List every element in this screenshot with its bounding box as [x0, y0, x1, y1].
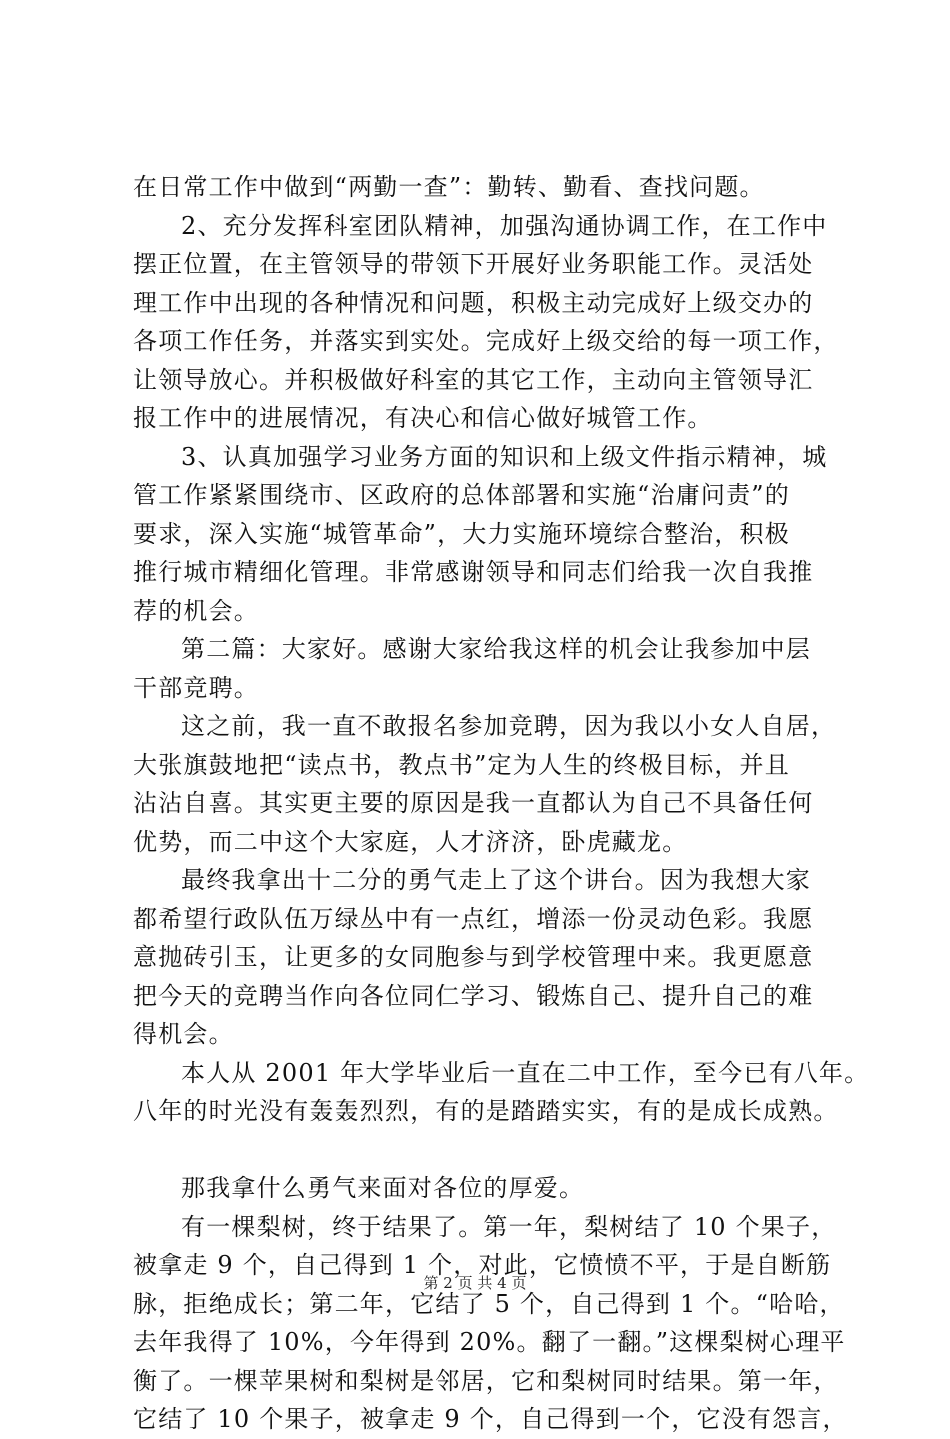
- text-line: 各项工作任务，并落实到实处。完成好上级交给的每一项工作，: [133, 327, 839, 355]
- text-line: 3、认真加强学习业务方面的知识和上级文件指示精神，城: [181, 442, 828, 471]
- text-line: 沾沾自喜。其实更主要的原因是我一直都认为自己不具备任何: [133, 789, 814, 817]
- text-line: 它结了 10 个果子，被拿走 9 个，自己得到一个，它没有怨言，: [133, 1405, 848, 1433]
- text-line: 这之前，我一直不敢报名参加竞聘，因为我以小女人自居，: [181, 712, 837, 740]
- text-line: 意抛砖引玉，让更多的女同胞参与到学校管理中来。我更愿意: [133, 943, 814, 971]
- text-line: 在日常工作中做到“两勤一查”：勤转、勤看、查找问题。: [133, 173, 765, 201]
- text-line: 脉，拒绝成长；第二年，它结了 5 个，自己得到 1 个。“哈哈，: [133, 1289, 845, 1318]
- text-line: 被拿走 9 个，自己得到 1 个，对此，它愤愤不平，于是自断筋: [133, 1251, 832, 1279]
- text-line: 八年的时光没有轰轰烈烈，有的是踏踏实实，有的是成长成熟。: [133, 1097, 839, 1125]
- text-line: 推行城市精细化管理。非常感谢领导和同志们给我一次自我推: [133, 558, 814, 586]
- text-line: 摆正位置，在主管领导的带领下开展好业务职能工作。灵活处: [133, 250, 814, 278]
- text-line: 优势，而二中这个大家庭，人才济济，卧虎藏龙。: [133, 827, 688, 856]
- text-line: 理工作中出现的各种情况和问题，积极主动完成好上级交办的: [133, 288, 814, 317]
- text-line: 第二篇：大家好。感谢大家给我这样的机会让我参加中层: [181, 635, 811, 663]
- text-line: 管工作紧紧围绕市、区政府的总体部署和实施“治庸问责”的: [133, 481, 790, 509]
- text-line: 让领导放心。并积极做好科室的其它工作，主动向主管领导汇: [133, 365, 814, 394]
- text-line: 报工作中的进展情况，有决心和信心做好城管工作。: [133, 404, 713, 432]
- text-line: 得机会。: [133, 1020, 234, 1048]
- text-line: 荐的机会。: [133, 596, 259, 625]
- text-line: 要求，深入实施“城管革命”，大力实施环境综合整治，积极: [133, 519, 790, 548]
- text-line: 大张旗鼓地把“读点书，教点书”定为人生的终极目标，并且: [133, 750, 790, 779]
- blank-line: [133, 1131, 873, 1170]
- document-body: [133, 168, 873, 1439]
- page-footer: 第 2 页 共 4 页: [423, 1274, 527, 1292]
- text-line: 有一棵梨树，终于结果了。第一年，梨树结了 10 个果子，: [181, 1212, 837, 1241]
- text-line: 那我拿什么勇气来面对各位的厚爱。: [181, 1174, 585, 1202]
- text-line: 都希望行政队伍万绿丛中有一点红，增添一份灵动色彩。我愿: [133, 904, 814, 933]
- text-line: 衡了。一棵苹果树和梨树是邻居，它和梨树同时结果。第一年，: [133, 1366, 839, 1395]
- text-line: 干部竞聘。: [133, 673, 259, 702]
- text-line: 把今天的竞聘当作向各位同仁学习、锻炼自己、提升自己的难: [133, 981, 814, 1010]
- text-line: 2、充分发挥科室团队精神，加强沟通协调工作，在工作中: [181, 211, 828, 240]
- text-line: 本人从 2001 年大学毕业后一直在二中工作，至今已有八年。: [181, 1058, 870, 1087]
- text-line: 去年我得了 10%，今年得到 20%。翻了一翻。”这棵梨树心理平: [133, 1328, 846, 1356]
- text-line: 最终我拿出十二分的勇气走上了这个讲台。因为我想大家: [181, 866, 811, 894]
